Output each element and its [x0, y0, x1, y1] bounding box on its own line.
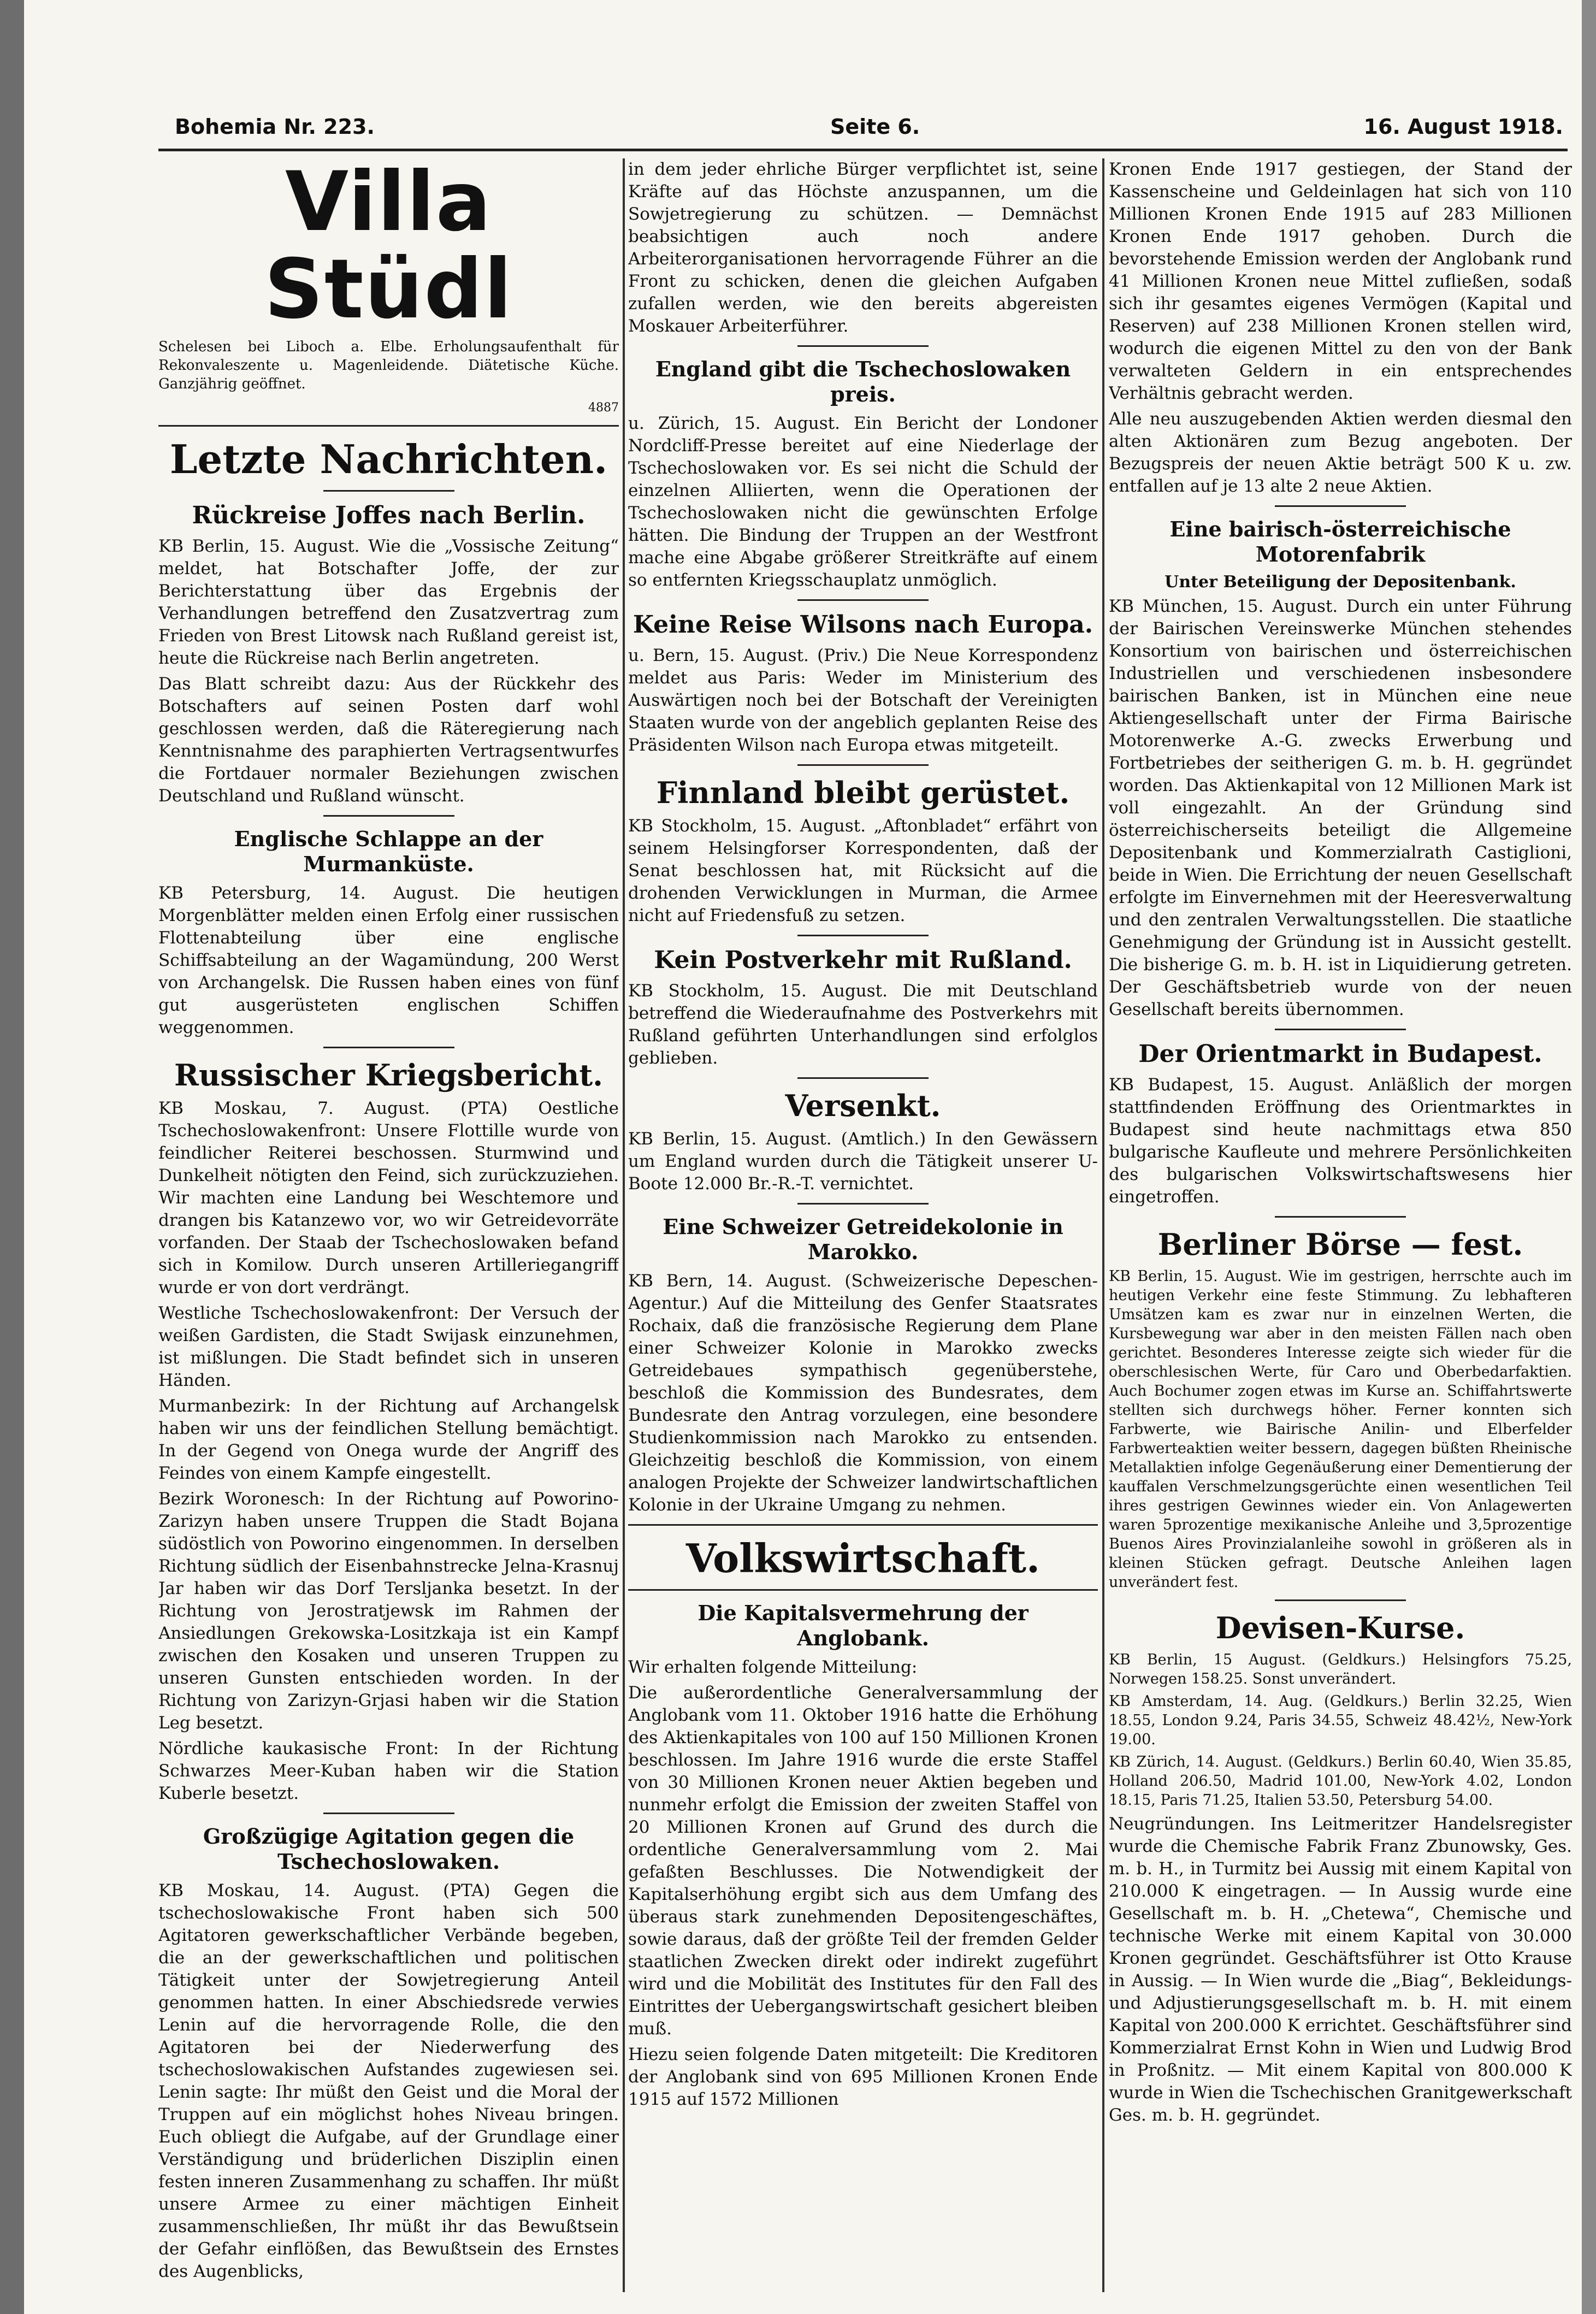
- article-paragraph: KB Berlin, 15. August. Wie im gestrigen, herrschte auch im heutigen Verkehr eine feste Stimmung. Zu lebhafteren Umsätzen kam es zwar nur in einzelnen Werten, die Kursbewegung war aber in den meisten Fällen nach oben gerichtet. Besonderes Interesse zeigte sich wieder für die oberschlesischen Werte, für Caro und Oberbedarfaktien. Auch Bochumer zogen etwas im Kurse an. Schiffahrtswerte stellten sich durchwegs höher. Ferner konnten sich Farbwerte, wie Bairische Anilin- und Elberfelder Farbwerteaktien weiter bessern, dagegen büßten Rheinische Metallaktien infolge Gegenäußerung einer Dementierung der kauffalen Verschmelzungsgerüchte einen wesentlichen Teil ihres gestrigen Gewinnes wieder ein. Von Anlagewerten waren 5prozentige mexikanische Anleihe und 3,5prozentige Buenos Aires Provinzialanleihe sowohl in größeren als in kleinen Stücken gefragt. Deutsche Anleihen lagen unverändert fest.: [1109, 1268, 1572, 1591]
- article-paragraph: KB Berlin, 15. August. (Amtlich.) In den Gewässern um England wurden durch die Tätigkeit unserer U-Boote 12.000 Br.-R.-T. vernichtet.: [628, 1129, 1098, 1194]
- divider: [797, 345, 929, 347]
- articles-list: [628, 158, 1098, 1516]
- section-title-economy: Volkswirtschaft.: [685, 1535, 1041, 1581]
- article: [628, 158, 1098, 338]
- article-headline: Englische Schlappe an der Murmanküste.: [234, 827, 543, 876]
- article-paragraph: KB Berlin, 15 August. (Geldkurs.) Helsingfors 75.25, Norwegen 158.25. Sonst unverändert.: [1109, 1651, 1572, 1687]
- article-paragraph: Das Blatt schreibt dazu: Aus der Rückkehr des Botschafters auf seinen Posten darf wohl geschlossen werden, daß die Räteregierung nach Kenntnisnahme des paraphierten Vertragsentwurfes die Fortdauer normaler Beziehungen zwischen Deutschland und Rußland wünscht.: [158, 674, 619, 806]
- article-headline: Devisen-Kurse.: [1215, 1610, 1465, 1645]
- article-headline: Eine bairisch-österreichische Motorenfabrik: [1169, 517, 1511, 566]
- article: [158, 1047, 619, 1805]
- article: [628, 599, 1098, 757]
- article: [1109, 505, 1572, 1021]
- article-paragraph: Hiezu seien folgende Daten mitgeteilt: Die Kreditoren der Anglobank sind von 695 Millionen Kronen Ende 1915 auf 1572 Millionen: [628, 2045, 1098, 2109]
- divider: [797, 764, 929, 766]
- article: [1109, 1216, 1572, 1592]
- page-header: [175, 115, 1563, 150]
- article: [1109, 1599, 1572, 1810]
- article-paragraph: KB Stockholm, 15. August. Die mit Deutschland betreffend die Wiederaufnahme des Postverkehrs mit Rußland geführten Unterhandlungen sind erfolglos geblieben.: [628, 981, 1098, 1068]
- articles-list: [1109, 158, 1572, 2127]
- article-paragraph: KB Budapest, 15. August. Anläßlich der morgen stattfindenden Eröffnung des Orientmarktes in Budapest sind heute nachmittags etwa 850 bulgarische Kaufleute und mehrere Persönlichkeiten des bulgarischen Volkswirtschaftswesens hier eingetroffen.: [1109, 1075, 1572, 1207]
- divider: [1275, 1216, 1406, 1218]
- article-paragraph: Neugründungen. Ins Leitmeritzer Handelsregister wurde die Chemische Fabrik Franz Zbunowsky, Ges. m. b. H., in Turmitz bei Aussig mit einem Kapital von 210.000 K eingetragen. — In Aussig wurde eine Gesellschaft m. b. H. „Chetewa“, Chemische und technische Werke mit einem Kapital von 30.000 Kronen gegründet. Geschäftsführer ist Otto Krause in Aussig. — In Wien wurde die „Biag“, Bekleidungs- und Adjustierungsgesellschaft m. b. H. mit einem Kapital von 200.000 K errichtet. Geschäftsführer sind Kommerzialrat Ernst Kohn in Wien und Ludwig Brod in Proßnitz. — Mit einem Kapital von 800.000 K wurde in Wien die Tschechischen Granitgewerkschaft Ges. m. b. H. gegründet.: [1109, 1814, 1572, 2125]
- article-headline: Eine Schweizer Getreidekolonie in Marokko.: [663, 1214, 1063, 1264]
- divider: [323, 1047, 454, 1048]
- divider: [1275, 1599, 1406, 1601]
- article: [1109, 158, 1572, 498]
- article-paragraph: KB München, 15. August. Durch ein unter Führung der Bairischen Vereinswerke München stehendes Konsortium von bairischen und österreichischen Industriellen und verschiedenen insbesondere bairischen Banken, ist in München eine neue Aktiengesellschaft unter der Firma Bairische Motorenwerke A.-G. zwecks Erwerbung und Fortbetriebes der seitherigen G. m. b. H. gegründet worden. Das Aktienkapital von 12 Millionen Mark ist voll eingezahlt. An der Gründung sind österreichischerseits beteiligt die Allgemeine Depositenbank und Kommerzialrath Castiglioni, beide in Wien. Die Errichtung der neuen Gesellschaft erfolgte im Einvernehmen mit der Heeresverwaltung und den zentralen Verwaltungsstellen. Die staatliche Genehmigung der Gründung ist in Aussicht gestellt. Die bisherige G. m. b. H. ist in Liquidierung getreten. Der Geschäftsbetrieb wurde von der neuen Gesellschaft bereits übernommen.: [1109, 597, 1572, 1019]
- divider: [797, 1077, 929, 1079]
- scan-edge-left: [0, 0, 24, 2314]
- article: [158, 815, 619, 1039]
- article: [628, 345, 1098, 592]
- article-headline: Versenkt.: [785, 1088, 941, 1123]
- article-headline: Rückreise Joffes nach Berlin.: [192, 501, 586, 529]
- article-paragraph: Nördliche kaukasische Front: In der Richtung Schwarzes Meer-Kuban haben wir die Station Kuberle besetzt.: [158, 1739, 619, 1803]
- article-headline: Finnland bleibt gerüstet.: [656, 775, 1070, 810]
- ad-number: 4887: [588, 401, 619, 415]
- divider: [158, 425, 619, 427]
- article-paragraph: KB Zürich, 14. August. (Geldkurs.) Berlin 60.40, Wien 35.85, Holland 206.50, Madrid 101.00, New-York 4.02, London 18.15, Paris 71.25, Italien 53.50, Petersburg 54.00.: [1109, 1754, 1572, 1809]
- divider: [628, 1524, 1098, 1526]
- article-paragraph: in dem jeder ehrliche Bürger verpflichtet ist, seine Kräfte auf das Höchste anzuspannen, um die Sowjetregierung zu schützen. — Demnächst beabsichtigen auch noch andere Arbeiterorganisationen hervorragende Führer an die Front zu schicken, denen die gleichen Aufgaben zufallen werden, wie den bereits abgereisten Moskauer Arbeiterführer.: [628, 160, 1098, 336]
- divider: [1275, 1029, 1406, 1030]
- article: [628, 764, 1098, 927]
- header-page-number: Seite 6.: [830, 115, 920, 139]
- article-paragraph: Kronen Ende 1917 gestiegen, der Stand der Kassenscheine und Geldeinlagen hat sich von 110 Millionen Kronen Ende 1915 auf 283 Millionen Kronen Ende 1917 gehoben. Durch die bevorstehende Emission werden der Anglobank rund 41 Millionen Kronen neue Mittel zufließen, sodaß sich ihr gesamtes eigenes Vermögen (Kapital und Reserven) auf 238 Millionen Kronen stellen wird, wodurch die eigenen Mittel zu den von der Bank verwalteten Geldern in ein entsprechendes Verhältnis gebracht werden.: [1109, 160, 1572, 403]
- column-divider: [1102, 158, 1104, 2292]
- article-paragraph: KB Bern, 14. August. (Schweizerische Depeschen-Agentur.) Auf die Mitteilung des Genfer Staatsrates Rochaix, daß die französische Regierung dem Plane einer Schweizer Kolonie in Marokko zwecks Getreidebaues sympathisch gegenüberstehe, beschloß die Kommission des Bundesrates, dem Bundesrate den Antrag vorzulegen, eine besondere Studienkommission nach Marokko zu entsenden. Gleichzeitig beschloß die Kommission, von einem analogen Projekte der Schweizer landwirtschaftlichen Kolonie in der Ukraine Umgang zu nehmen.: [628, 1271, 1098, 1515]
- article-headline: Der Orientmarkt in Budapest.: [1138, 1040, 1542, 1068]
- ad-title: Villa Stüdl: [264, 158, 513, 337]
- article-headline: Kein Postverkehr mit Rußland.: [654, 946, 1072, 974]
- article-paragraph: Murmanbezirk: In der Richtung auf Archangelsk haben wir uns der feindlichen Stellung bemächtigt. In der Gegend von Onega wurde der Angriff des Feindes von einem Kampfe eingestellt.: [158, 1396, 619, 1483]
- divider: [323, 815, 454, 817]
- article-paragraph: Westliche Tschechoslowakenfront: Der Versuch der weißen Gardisten, die Stadt Swijask einzunehmen, ist mißlungen. Die Stadt befindet sich in unseren Händen.: [158, 1303, 619, 1390]
- header-issue: Bohemia Nr. 223.: [175, 115, 375, 139]
- article-paragraph: Die außerordentliche Generalversammlung der Anglobank vom 11. Oktober 1916 hatte die Erhöhung des Aktienkapitales von 100 auf 150 Millionen Kronen beschlossen. Im Jahre 1916 wurde die erste Staffel von 30 Millionen Kronen neuer Aktien begeben und nunmehr erfolgt die Emission der zweiten Staffel von 20 Millionen Kronen auf Grund des durch die ordentliche Generalversammlung vom 2. Mai gefaßten Beschlusses. Die Notwendigkeit der Kapitalserhöhung ergibt sich aus dem Umfang des überaus stark zunehmenden Depositengeschäftes, sowie daraus, daß der größte Teil der fremden Gelder staatlichen Zwecken direkt oder indirekt zugeführt wird und die Mobilität des Institutes für den Fall des Eintrittes der Uebergangswirtschaft gesichert bleiben muß.: [628, 1683, 1098, 2039]
- header-rule: [158, 149, 1568, 151]
- ad-text: Schelesen bei Liboch a. Elbe. Erholungsaufenthalt für Rekonvaleszente u. Magenleidende. Diätetische Küche. Ganzjährig geöffnet.: [158, 339, 619, 392]
- article-paragraph: KB Stockholm, 15. August. „Aftonbladet“ erfährt von seinem Helsingforser Korrespondenten, daß der Senat beschlossen hat, mit Rücksicht auf die drohenden Verwicklungen in Murman, die Armee nicht auf Friedensfuß zu setzen.: [628, 816, 1098, 925]
- article: [628, 935, 1098, 1070]
- article-paragraph: u. Bern, 15. August. (Priv.) Die Neue Korrespondenz meldet aus Paris: Weder im Ministerium des Auswärtigen noch bei der Botschaft der Vereinigten Staaten wurde von der angeblich geplanten Reise des Präsidenten Wilson nach Europa etwas mitgeteilt.: [628, 646, 1098, 755]
- column-2: [628, 158, 1098, 2298]
- divider: [797, 599, 929, 601]
- divider: [323, 1813, 454, 1814]
- article: [1109, 1029, 1572, 1208]
- article: [628, 1203, 1098, 1516]
- article-headline: England gibt die Tschechoslowaken preis.: [655, 357, 1071, 406]
- article: [628, 1077, 1098, 1195]
- article-paragraph: u. Zürich, 15. August. Ein Bericht der Londoner Nordcliff-Presse bereitet auf eine Niederlage der Tschechoslowaken vor. Es sei nicht die Schuld der einzelnen Alliierten, wenn die Operationen der Tschechoslowaken nicht die gewünschten Erfolge hätten. Die Bindung der Truppen an der Westfront mache eine Abgabe größerer Streitkräfte auf einem so entfernten Kriegsschauplatz unmöglich.: [628, 414, 1098, 590]
- article-paragraph: KB Petersburg, 14. August. Die heutigen Morgenblätter melden einen Erfolg einer russischen Flottenabteilung über eine englische Schiffsabteilung an der Wagamündung, 200 Werst von Archangelsk. Die Russen haben eines von fünf gut ausgerüsteten englischen Schiffen weggenommen.: [158, 883, 619, 1037]
- article-headline: Keine Reise Wilsons nach Europa.: [633, 611, 1093, 639]
- article-paragraph: Alle neu auszugebenden Aktien werden diesmal den alten Aktionären zum Bezug angeboten. Der Bezugspreis der neuen Aktie beträgt 500 K u. zw. entfallen auf je 13 alte 2 neue Aktien.: [1109, 409, 1572, 496]
- article-paragraph: KB Amsterdam, 14. Aug. (Geldkurs.) Berlin 32.25, Wien 18.55, London 9.24, Paris 34.55, Schweiz 48.42½, New-York 19.00.: [1109, 1693, 1572, 1748]
- column-3: [1109, 158, 1572, 2298]
- scan-edge-right: [1582, 0, 1596, 2314]
- article: [158, 1813, 619, 2283]
- column-1: [158, 158, 619, 2298]
- article-headline: Russischer Kriegsbericht.: [174, 1058, 603, 1093]
- section-title-news: Letzte Nachrichten.: [169, 436, 608, 482]
- article-paragraph: KB Moskau, 14. August. (PTA) Gegen die tschechoslowakische Front haben sich 500 Agitatoren gewerkschaftlicher Verbände begeben, die an der gewerkschaftlichen und politischen Tätigkeit unter der Sowjetregierung Anteil genommen hatten. In einer Abschiedsrede verwies Lenin auf die hervorragende Rolle, die den Agitatoren bei der Niederwerfung des tschechoslowakischen Aufstandes zugewiesen sei. Lenin sagte: Ihr müßt den Geist und die Moral der Truppen auf ein möglichst hohes Niveau bringen. Euch obliegt die Aufgabe, auf der Grundlage einer Verständigung und brüderlichen Disziplin einen festen inneren Zusammenhang zu schaffen. Ihr müßt unsere Armee zu einer mächtigen Einheit zusammenschließen, Ihr müßt ihr das Bewußtsein der Gefahr einflößen, das Bewußtsein des Ernstes des Augenblicks,: [158, 1881, 619, 2281]
- article-paragraph: Wir erhalten folgende Mitteilung:: [628, 1657, 918, 1677]
- article-paragraph: KB Berlin, 15. August. Wie die „Vossische Zeitung“ meldet, hat Botschafter Joffe, der zur Berichterstattung über das Ergebnis der Verhandlungen betreffend den Zusatzvertrag zum Frieden von Brest Litowsk nach Rußland gereist ist, heute die Rückreise nach Berlin angetreten.: [158, 536, 619, 668]
- column-divider: [623, 158, 625, 2292]
- divider: [797, 1203, 929, 1205]
- divider: [323, 490, 454, 492]
- article-subheadline: Unter Beteiligung der Depositenbank.: [1165, 572, 1516, 592]
- article: [158, 501, 619, 807]
- divider: [628, 1589, 1098, 1591]
- article-paragraph: KB Moskau, 7. August. (PTA) Oestliche Tschechoslowakenfront: Unsere Flottille wurde von feindlicher Reiterei beschossen. Sturmwind und Dunkelheit nötigten den Feind, sich zurückzuziehen. Wir machten eine Landung bei Weschtemore und drangen bis Katanzewo vor, wo wir Getreidevorräte vorfanden. Der Staab der Tschechoslowaken befand sich in Komilow. Durch unseren Artilleriegangriff wurde er von dort verdrängt.: [158, 1099, 619, 1297]
- article-headline: Die Kapitalsvermehrung der Anglobank.: [697, 1601, 1028, 1650]
- article-headline: Berliner Börse — fest.: [1157, 1227, 1523, 1262]
- advertisement: [158, 158, 619, 417]
- article: [1109, 1813, 1572, 2127]
- divider: [797, 935, 929, 936]
- divider: [1275, 505, 1406, 507]
- article-paragraph: Bezirk Woronesch: In der Richtung auf Poworino-Zarizyn haben unsere Truppen die Stadt Bojana südöstlich von Poworino eingenommen. In derselben Richtung südlich der Eisenbahnstrecke Jelna-Krasnuj Jar haben wir das Dorf Tersljanka besetzt. In der Richtung von Jerostratjewsk im Rahmen der Ansiedlungen Grekowska-Lositzkaja ist ein Kampf zwischen den Kosaken und unseren Truppen zu unseren Gunsten entschieden worden. In der Richtung von Zarizyn-Grjasi haben wir die Station Leg besetzt.: [158, 1489, 619, 1733]
- articles-list: [158, 501, 619, 2283]
- article-headline: Großzügige Agitation gegen die Tschechoslowaken.: [203, 1824, 575, 1874]
- header-date: 16. August 1918.: [1363, 115, 1563, 139]
